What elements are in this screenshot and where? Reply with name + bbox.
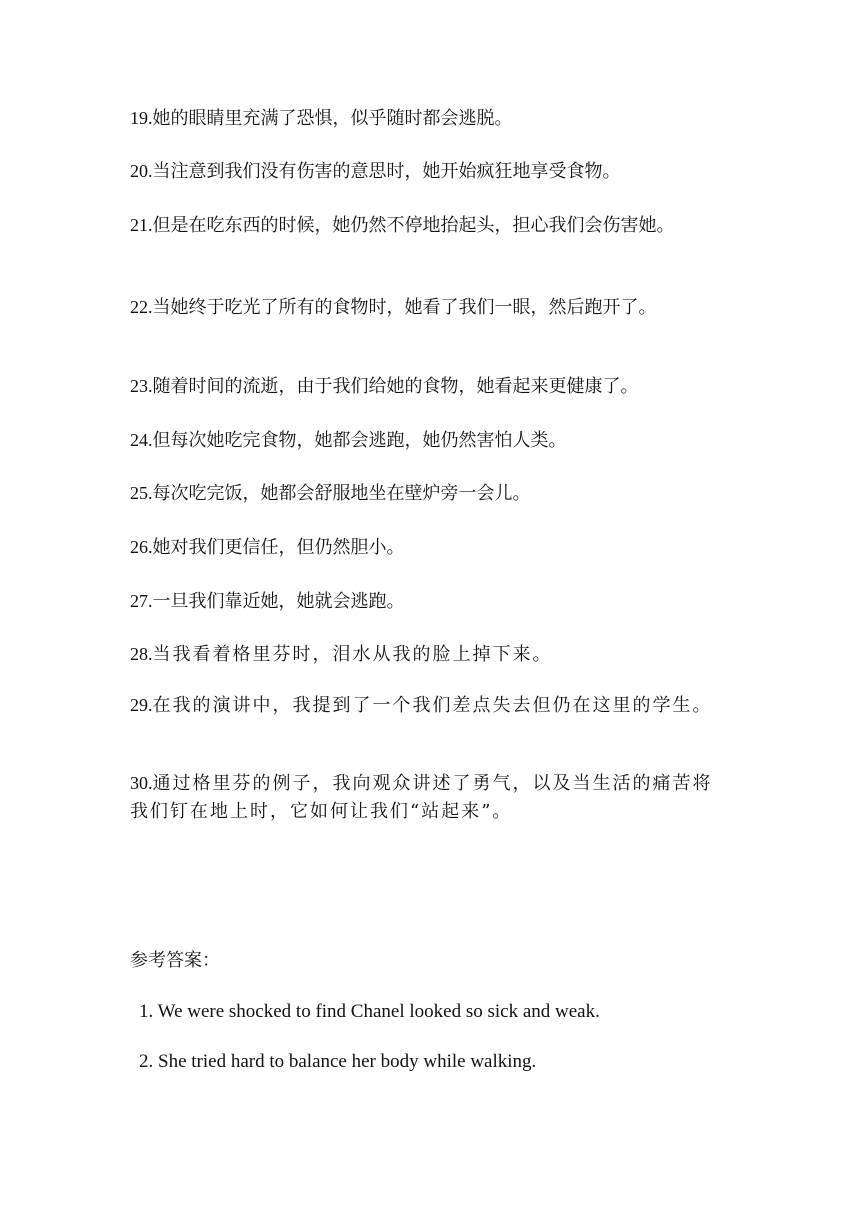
item-text: 在我的演讲中，我提到了一个我们差点失去但仍在这里的学生。 — [152, 695, 713, 716]
question-item-22 — [130, 293, 722, 322]
item-number: 24. — [130, 430, 153, 450]
question-item-25 — [130, 479, 722, 508]
question-item-24 — [130, 426, 722, 455]
item-number: 21. — [130, 215, 153, 235]
item-text: 当她终于吃光了所有的食物时，她看了我们一眼，然后跑开了。 — [152, 297, 657, 318]
item-text: 她对我们更信任，但仍然胆小。 — [152, 537, 405, 558]
question-item-29 — [130, 691, 722, 720]
item-number: 19. — [130, 108, 153, 128]
answer-item-2: 2. She tried hard to balance her body while walking. — [139, 1051, 537, 1072]
question-item-30 — [130, 769, 722, 826]
question-item-26 — [130, 533, 722, 562]
item-number: 23. — [130, 376, 153, 396]
item-text: 一旦我们靠近她，她就会逃跑。 — [152, 591, 405, 612]
item-text: 但是在吃东西的时候，她仍然不停地抬起头，担心我们会伤害她。 — [152, 215, 675, 236]
item-number: 25. — [130, 483, 153, 503]
item-number: 20. — [130, 161, 153, 181]
item-number: 29. — [130, 695, 153, 715]
item-number: 26. — [130, 537, 153, 557]
item-text: 通过格里芬的例子，我向观众讲述了勇气，以及当生活的痛苦将我们钉在地上时，它如何让我们“站起来”。 — [130, 773, 713, 822]
item-text: 她的眼睛里充满了恐惧，似乎随时都会逃脱。 — [152, 108, 513, 129]
question-item-19 — [130, 104, 722, 133]
item-number: 22. — [130, 297, 153, 317]
question-item-20 — [130, 157, 722, 186]
item-text: 当我看着格里芬时，泪水从我的脸上掉下来。 — [152, 644, 553, 665]
item-text: 但每次她吃完食物，她都会逃跑，她仍然害怕人类。 — [152, 430, 567, 451]
answer-item-1: 1. We were shocked to find Chanel looked so sick and weak. — [139, 1001, 600, 1022]
item-number: 27. — [130, 591, 153, 611]
item-text: 当注意到我们没有伤害的意思时，她开始疯狂地享受食物。 — [152, 161, 621, 182]
answer-section-title: 参考答案： — [130, 950, 220, 971]
item-number: 28. — [130, 644, 153, 664]
question-item-27 — [130, 587, 722, 616]
item-text: 每次吃完饭，她都会舒服地坐在壁炉旁一会儿。 — [152, 483, 531, 504]
item-text: 随着时间的流逝，由于我们给她的食物，她看起来更健康了。 — [152, 376, 639, 397]
item-number: 30. — [130, 773, 153, 793]
question-item-21 — [130, 211, 722, 240]
question-item-28 — [130, 640, 722, 669]
question-item-23 — [130, 372, 722, 401]
